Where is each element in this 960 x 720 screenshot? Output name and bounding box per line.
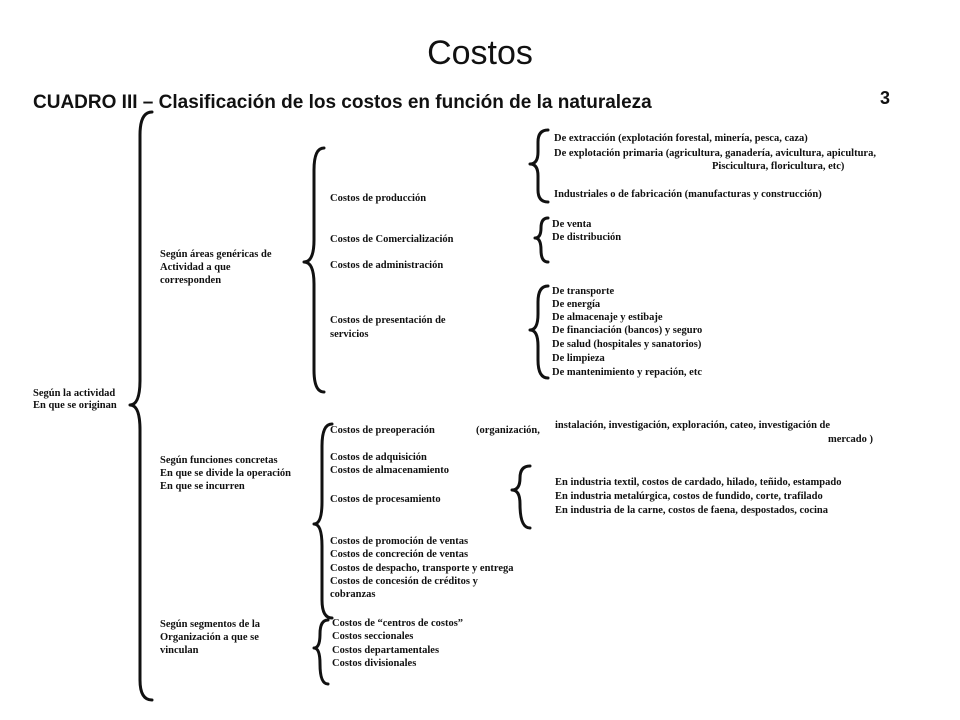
group2-label-line-2: En que se divide la operación xyxy=(160,468,291,479)
segmentos-item-3: Costos departamentales xyxy=(332,645,440,656)
costos-procesamiento: Costos de procesamiento xyxy=(330,494,441,505)
group2-label-line-3: En que se incurren xyxy=(160,481,245,492)
costos-administracion: Costos de administración xyxy=(330,260,444,271)
costos-servicios-line-1: Costos de presentación de xyxy=(330,315,446,326)
group3-label-line-2: Organización a que se xyxy=(160,632,259,643)
ventas-item-4: Costos de concesión de créditos y xyxy=(330,576,478,587)
preoperacion-detail-2: instalación, investigación, exploración, cateo, investigación de xyxy=(555,420,831,431)
ventas-item-5: cobranzas xyxy=(330,589,376,600)
procesamiento-item-2: En industria metalúrgica, costos de fundido, corte, trafilado xyxy=(555,491,823,502)
segmentos-item-4: Costos divisionales xyxy=(332,658,417,669)
root-brace xyxy=(130,112,152,700)
root-label-line-2: En que se originan xyxy=(33,400,117,411)
segmentos-item-1: Costos de “centros de costos” xyxy=(332,618,464,629)
cuadro-title: CUADRO III – Clasificación de los costos en función de la naturaleza xyxy=(33,92,652,113)
servicios-item-3: De almacenaje y estibaje xyxy=(552,312,663,323)
comercializacion-brace xyxy=(535,218,548,262)
procesamiento-brace xyxy=(512,466,530,528)
procesamiento-item-3: En industria de la carne, costos de faena, despostados, cocina xyxy=(555,505,829,516)
produccion-item-2: De explotación primaria (agricultura, ganadería, avicultura, apicultura, xyxy=(554,148,876,159)
servicios-item-2: De energía xyxy=(552,299,601,310)
produccion-brace xyxy=(530,130,548,202)
costos-comercializacion: Costos de Comercialización xyxy=(330,234,454,245)
costos-produccion: Costos de producción xyxy=(330,193,427,204)
group3-label-line-3: vinculan xyxy=(160,645,199,656)
servicios-item-4: De financiación (bancos) y seguro xyxy=(552,325,703,336)
group2-label-line-1: Según funciones concretas xyxy=(160,455,278,466)
costos-preoperacion: Costos de preoperación xyxy=(330,425,435,436)
page-number: 3 xyxy=(880,88,891,108)
slide-title: Costos xyxy=(427,34,533,72)
comercializacion-item-1: De venta xyxy=(552,219,592,230)
preoperacion-detail-1: (organización, xyxy=(476,425,540,436)
produccion-item-1: De extracción (explotación forestal, minería, pesca, caza) xyxy=(554,133,808,144)
costos-servicios-line-2: servicios xyxy=(330,329,369,340)
servicios-item-6: De limpieza xyxy=(552,353,605,364)
group1-label-line-3: corresponden xyxy=(160,275,222,286)
costos-almacenamiento: Costos de almacenamiento xyxy=(330,465,449,476)
root-label-line-1: Según la actividad xyxy=(33,388,116,399)
group1-label-line-1: Según áreas genéricas de xyxy=(160,249,272,260)
servicios-item-1: De transporte xyxy=(552,286,615,297)
servicios-brace xyxy=(530,286,548,378)
group1-brace xyxy=(304,148,324,392)
comercializacion-item-2: De distribución xyxy=(552,232,622,243)
preoperacion-detail-3: mercado ) xyxy=(828,434,873,445)
ventas-item-1: Costos de promoción de ventas xyxy=(330,536,469,547)
costos-adquisicion: Costos de adquisición xyxy=(330,452,427,463)
segmentos-item-2: Costos seccionales xyxy=(332,631,414,642)
produccion-item-2-cont: Piscicultura, floricultura, etc) xyxy=(712,161,845,172)
group1-label-line-2: Actividad a que xyxy=(160,262,231,273)
servicios-item-5: De salud (hospitales y sanatorios) xyxy=(552,339,702,350)
ventas-item-3: Costos de despacho, transporte y entrega xyxy=(330,563,514,574)
ventas-item-2: Costos de concreción de ventas xyxy=(330,549,469,560)
produccion-item-3: Industriales o de fabricación (manufacturas y construcción) xyxy=(554,189,822,200)
servicios-item-7: De mantenimiento y repación, etc xyxy=(552,367,702,378)
group3-label-line-1: Según segmentos de la xyxy=(160,619,261,630)
group3-brace xyxy=(314,620,328,684)
procesamiento-item-1: En industria textil, costos de cardado, hilado, teñido, estampado xyxy=(555,477,842,488)
